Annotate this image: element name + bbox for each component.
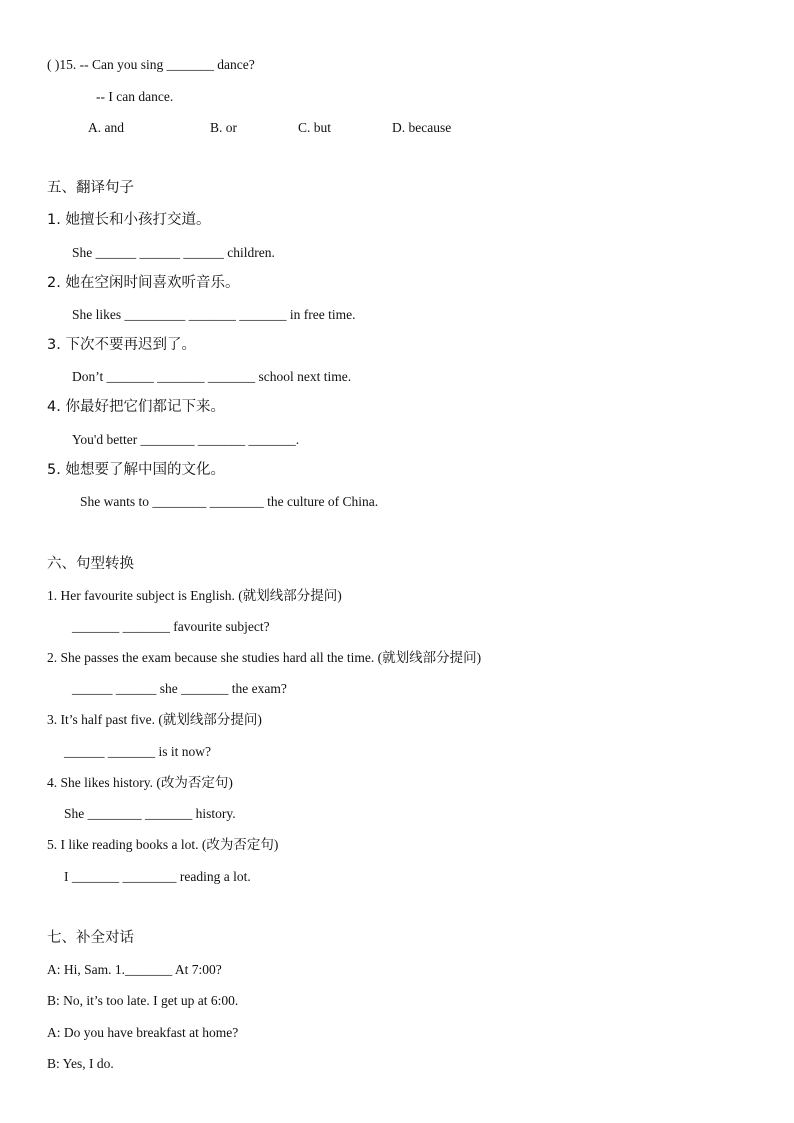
q15-option-b: B. or — [210, 120, 237, 135]
s5-item4-cn: 4. 你最好把它们都记下来。 — [47, 399, 225, 415]
s6-item4-a: She ________ _______ history. — [64, 806, 236, 821]
s5-item3-cn: 3. 下次不要再迟到了。 — [47, 337, 196, 353]
s5-item3-en: Don’t _______ _______ _______ school next time. — [72, 369, 352, 384]
s6-item5-q: 5. I like reading books a lot. (改为否定句) — [47, 837, 279, 852]
section5-title: 五、翻译句子 — [47, 180, 134, 196]
section6-title: 六、句型转换 — [47, 556, 134, 572]
dialogue-line-1: A: Hi, Sam. 1._______ At 7:00? — [47, 962, 222, 977]
s6-item2-q: 2. She passes the exam because she studies hard all the time. (就划线部分提问) — [47, 650, 482, 665]
s6-item3-a: ______ _______ is it now? — [64, 744, 211, 759]
q15-option-c: C. but — [298, 120, 332, 135]
s6-item1-a: _______ _______ favourite subject? — [72, 619, 270, 634]
s5-item1-en: She ______ ______ ______ children. — [72, 245, 275, 260]
s5-item2-cn: 2. 她在空闲时间喜欢听音乐。 — [47, 275, 240, 291]
dialogue-line-2: B: No, it’s too late. I get up at 6:00. — [47, 993, 239, 1008]
dialogue-line-3: A: Do you have breakfast at home? — [47, 1025, 239, 1040]
s5-item2-en: She likes _________ _______ _______ in free time. — [72, 307, 356, 322]
s6-item5-a: I _______ ________ reading a lot. — [64, 869, 251, 884]
q15-option-a: A. and — [88, 120, 124, 135]
q15-answer: -- I can dance. — [96, 89, 174, 104]
q15-question: ( )15. -- Can you sing _______ dance? — [47, 57, 255, 72]
s5-item5-cn: 5. 她想要了解中国的文化。 — [47, 462, 225, 478]
s6-item2-a: ______ ______ she _______ the exam? — [72, 681, 287, 696]
section7-title: 七、补全对话 — [47, 930, 134, 946]
dialogue-line-4: B: Yes, I do. — [47, 1056, 114, 1071]
s5-item4-en: You'd better ________ _______ _______. — [72, 432, 300, 447]
s6-item3-q: 3. It’s half past five. (就划线部分提问) — [47, 712, 262, 727]
s6-item1-q: 1. Her favourite subject is English. (就划线部分提问) — [47, 588, 342, 603]
s5-item5-en: She wants to ________ ________ the culture of China. — [80, 494, 379, 509]
s5-item1-cn: 1. 她擅长和小孩打交道。 — [47, 212, 211, 228]
q15-option-d: D. because — [392, 120, 452, 135]
s6-item4-q: 4. She likes history. (改为否定句) — [47, 775, 233, 790]
